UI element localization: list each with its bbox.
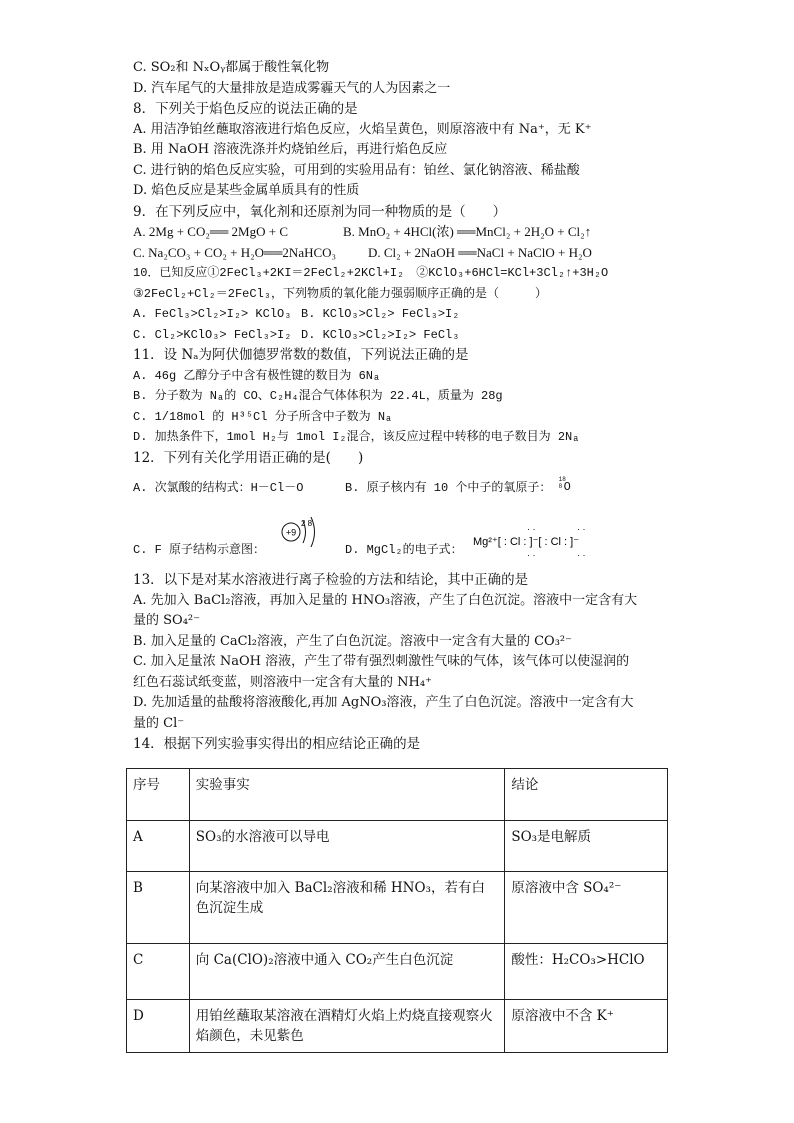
q12-option-a: A. 次氯酸的结构式：H－Cl－O bbox=[133, 481, 304, 495]
table-cell: A bbox=[127, 821, 190, 872]
q10-stem: 10．已知反应①2FeCl₃+2KI＝2FeCl₂+2KCl+I₂ ②KClO₃+6HCl=KCl+3Cl₂↑+3H₂O bbox=[133, 266, 609, 280]
svg-text:· ·: · · bbox=[577, 524, 586, 534]
q13-option-a-2: 量的 SO₄²⁻ bbox=[133, 613, 200, 628]
q9-options-cd bbox=[133, 243, 673, 264]
table-header-cell: 序号 bbox=[127, 769, 190, 821]
q8-option-d: D. 焰色反应是某些金属单质具有的性质 bbox=[133, 183, 360, 198]
q13-option-d-2: 量的 Cl⁻ bbox=[133, 715, 185, 731]
q12-stem: 12．下列有关化学用语正确的是( ) bbox=[133, 449, 364, 466]
mgcl2-formula-text: Mg²⁺[ : Cl : ]⁻[ : Cl : ]⁻ bbox=[473, 536, 580, 548]
table-header-row bbox=[127, 769, 668, 821]
q9-option-d: D. Cl₂ + 2NaOH ══NaCl + NaClO + H₂O bbox=[368, 244, 592, 260]
table-cell: C bbox=[127, 944, 190, 1000]
svg-text:· ·: · · bbox=[577, 550, 586, 560]
q10-option-a: A. FeCl₃>Cl₂>I₂> KClO₃ bbox=[133, 307, 292, 321]
table-row bbox=[127, 872, 668, 944]
q12-option-c: C. F 原子结构示意图： bbox=[133, 543, 266, 557]
exam-page bbox=[133, 58, 673, 755]
q9-option-c: C. Na₂CO₃ + CO₂ + H₂O══2NaHCO₃ bbox=[133, 244, 337, 260]
q8-option-c: C. 进行钠的焰色反应实验，可用到的实验用品有：铂丝、氯化钠溶液、稀盐酸 bbox=[133, 162, 580, 178]
q8-stem: 8．下列关于焰色反应的说法正确的是 bbox=[133, 101, 358, 117]
nuclide-z: 8 bbox=[558, 482, 563, 490]
q13-option-d-1: D. 先加适量的盐酸将溶液酸化,再加 AgNO₃溶液，产生了白色沉淀。溶液中一定含有大 bbox=[133, 695, 634, 710]
svg-text:· ·: · · bbox=[527, 524, 536, 534]
q9-option-b: B. MnO₂ + 4HCl(浓) ══MnCl₂ + 2H₂O + Cl₂↑ bbox=[343, 224, 592, 239]
q10-stem-2: ③2FeCl₂+Cl₂＝2FeCl₃，下列物质的氧化能力强弱顺序正确的是（ ） bbox=[133, 286, 547, 301]
q13-option-a-1: A. 先加入 BaCl₂溶液，再加入足量的 HNO₃溶液，产生了白色沉淀。溶液中一定含有大 bbox=[133, 592, 638, 608]
q12-options bbox=[133, 475, 673, 570]
q11-option-d: D. 加热条件下，1mol H₂与 1mol I₂混合，该反应过程中转移的电子数目为 2Nₐ bbox=[133, 430, 580, 444]
q7-option-c: C. SO₂和 NₓOᵧ都属于酸性氧化物 bbox=[133, 60, 330, 75]
table-cell: D bbox=[127, 1000, 190, 1053]
q14-results-table bbox=[126, 768, 668, 1053]
q9-stem: 9．在下列反应中，氧化剂和还原剂为同一种物质的是（ ） bbox=[133, 203, 507, 220]
table-row bbox=[127, 821, 668, 872]
q13-stem: 13．以下是对某水溶液进行离子检验的方法和结论，其中正确的是 bbox=[133, 572, 529, 588]
q12-option-d: D. MgCl₂的电子式： bbox=[345, 543, 463, 557]
table-cell: 原溶液中不含 K⁺ bbox=[505, 1000, 668, 1053]
svg-text:· ·: · · bbox=[527, 550, 536, 560]
oxygen-nuclide-symbol bbox=[558, 475, 575, 496]
q14-stem: 14．根据下列实验事实得出的相应结论正确的是 bbox=[133, 736, 421, 752]
q12-option-b bbox=[345, 475, 575, 499]
q9-options-ab bbox=[133, 222, 673, 243]
nuclide-element: O bbox=[563, 479, 571, 494]
q8-option-a: A. 用洁净铂丝蘸取溶液进行焰色反应，火焰呈黄色，则原溶液中有 Na⁺，无 K⁺ bbox=[133, 121, 592, 137]
q10-options-cd bbox=[133, 325, 673, 346]
table-row bbox=[127, 1000, 668, 1053]
q11-option-c: C. 1/18mol 的 H³⁵Cl 分子所含中子数为 Nₐ bbox=[133, 409, 393, 424]
q8-option-b: B. 用 NaOH 溶液洗涤并灼烧铂丝后，再进行焰色反应 bbox=[133, 142, 448, 157]
mgcl2-electron-formula bbox=[471, 518, 641, 572]
q10-options-ab bbox=[133, 304, 673, 325]
q10-option-d: D. KClO₃>Cl₂>I₂> FeCl₃ bbox=[301, 327, 460, 342]
nuclide-mass: 18 bbox=[558, 475, 566, 483]
table-cell: 向 Ca(ClO)₂溶液中通入 CO₂产生白色沉淀 bbox=[189, 944, 505, 1000]
f-nucleus-charge: +9 bbox=[285, 527, 297, 538]
table-cell: SO₃的水溶液可以导电 bbox=[189, 821, 505, 872]
q13-option-c-1: C. 加入足量浓 NaOH 溶液，产生了带有强烈刺激性气味的气体，该气体可以使湿润的 bbox=[133, 654, 630, 669]
table-cell: SO₃是电解质 bbox=[505, 821, 668, 872]
f-atom-structure-diagram bbox=[279, 512, 325, 560]
f-shell-counts: 2 8 bbox=[301, 519, 313, 528]
q7-option-d: D. 汽车尾气的大量排放是造成雾霾天气的人为因素之一 bbox=[133, 80, 451, 96]
q11-option-b: B. 分子数为 Nₐ的 CO、C₂H₄混合气体体积为 22.4L，质量为 28g bbox=[133, 389, 503, 403]
table-cell: 酸性：H₂CO₃>HClO bbox=[505, 944, 668, 1000]
q10-option-b: B. KClO₃>Cl₂> FeCl₃>I₂ bbox=[301, 307, 460, 321]
table-cell: B bbox=[127, 872, 190, 944]
table-cell: 向某溶液中加入 BaCl₂溶液和稀 HNO₃，若有白色沉淀生成 bbox=[189, 872, 505, 944]
table-cell: 用铂丝蘸取某溶液在酒精灯火焰上灼烧直接观察火焰颜色，未见紫色 bbox=[189, 1000, 505, 1053]
table-cell: 原溶液中含 SO₄²⁻ bbox=[505, 872, 668, 944]
q11-option-a: A. 46g 乙醇分子中含有极性键的数目为 6Nₐ bbox=[133, 368, 381, 383]
q13-option-b: B. 加入足量的 CaCl₂溶液，产生了白色沉淀。溶液中一定含有大量的 CO₃²⁻ bbox=[133, 633, 572, 649]
table-header-cell: 结论 bbox=[505, 769, 668, 821]
q13-option-c-2: 红色石蕊试纸变蓝，则溶液中一定含有大量的 NH₄⁺ bbox=[133, 674, 432, 690]
q9-option-a: A. 2Mg + CO₂══ 2MgO + C bbox=[133, 224, 288, 239]
q10-option-c: C. Cl₂>KClO₃> FeCl₃>I₂ bbox=[133, 327, 292, 342]
table-row bbox=[127, 944, 668, 1000]
table-header-cell: 实验事实 bbox=[189, 769, 505, 821]
q11-stem: 11．设 Nₐ为阿伏伽德罗常数的数值，下列说法正确的是 bbox=[133, 347, 469, 363]
q12-option-b-text: B. 原子核内有 10 个中子的氧原子： bbox=[345, 481, 552, 495]
